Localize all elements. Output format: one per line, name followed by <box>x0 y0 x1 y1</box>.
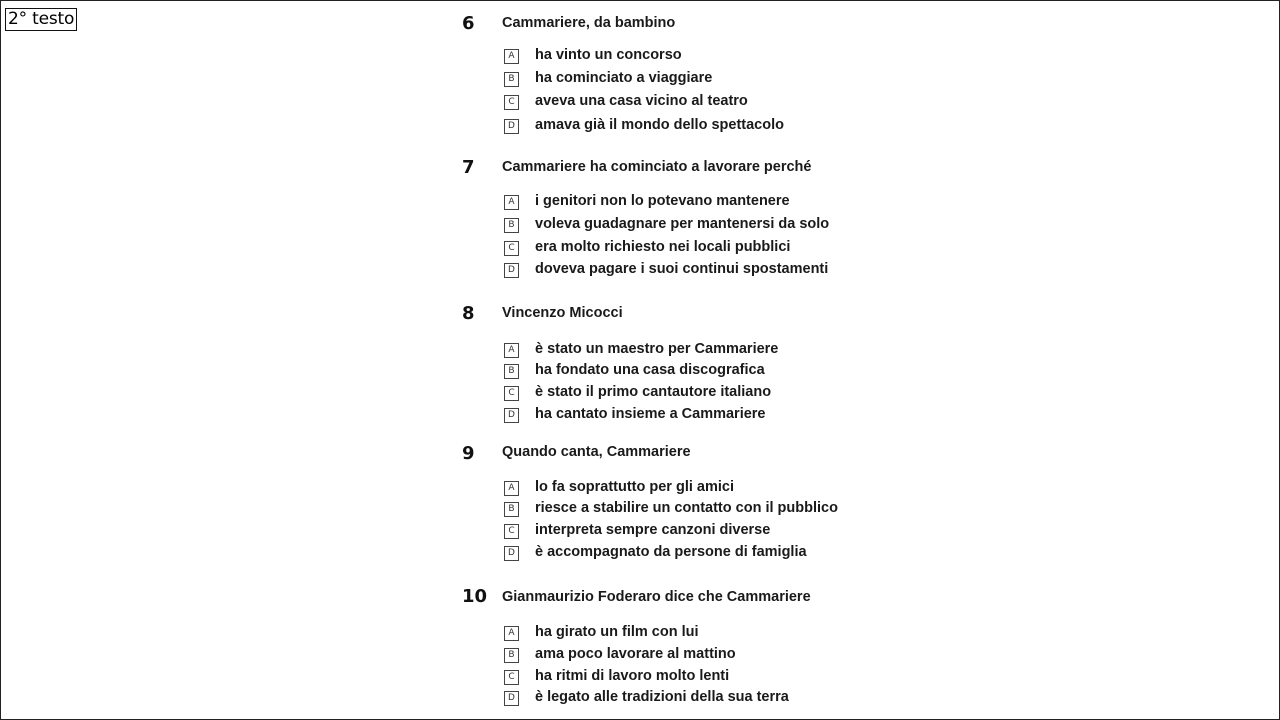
option-text: amava già il mondo dello spettacolo <box>535 117 784 133</box>
option-box[interactable]: D <box>504 408 519 423</box>
option-box[interactable]: D <box>504 691 519 706</box>
question-stem: Cammariere ha cominciato a lavorare perché <box>502 159 812 175</box>
option-text: è stato il primo cantautore italiano <box>535 384 772 400</box>
option-box[interactable]: A <box>504 343 519 358</box>
option-box[interactable]: B <box>504 502 519 517</box>
option-box[interactable]: C <box>504 241 519 256</box>
question-stem: Quando canta, Cammariere <box>502 444 691 460</box>
option-text: è accompagnato da persone di famiglia <box>535 544 807 560</box>
option-box[interactable]: B <box>504 218 519 233</box>
question-number: 6 <box>462 13 475 34</box>
option-box[interactable]: C <box>504 386 519 401</box>
option-text: era molto richiesto nei locali pubblici <box>535 239 791 255</box>
option-text: è stato un maestro per Cammariere <box>535 341 779 357</box>
option-text: i genitori non lo potevano mantenere <box>535 193 790 209</box>
option-box[interactable]: C <box>504 524 519 539</box>
option-box[interactable]: D <box>504 119 519 134</box>
option-box[interactable]: B <box>504 364 519 379</box>
option-box[interactable]: B <box>504 648 519 663</box>
question-number: 10 <box>462 586 488 607</box>
option-box[interactable]: C <box>504 670 519 685</box>
option-text: doveva pagare i suoi continui spostamenti <box>535 261 829 277</box>
option-text: aveva una casa vicino al teatro <box>535 93 748 109</box>
option-text: ha fondato una casa discografica <box>535 362 765 378</box>
option-text: voleva guadagnare per mantenersi da solo <box>535 216 830 232</box>
option-box[interactable]: D <box>504 263 519 278</box>
option-text: ha vinto un concorso <box>535 47 682 63</box>
question-stem: Cammariere, da bambino <box>502 15 676 31</box>
option-box[interactable]: A <box>504 626 519 641</box>
option-text: è legato alle tradizioni della sua terra <box>535 689 789 705</box>
question-stem: Gianmaurizio Foderaro dice che Cammariere <box>502 589 811 605</box>
option-text: interpreta sempre canzoni diverse <box>535 522 771 538</box>
question-number: 8 <box>462 303 475 324</box>
option-text: ha cominciato a viaggiare <box>535 70 713 86</box>
question-number: 9 <box>462 443 475 464</box>
question-stem: Vincenzo Micocci <box>502 305 623 321</box>
question-number: 7 <box>462 157 475 178</box>
option-text: ha cantato insieme a Cammariere <box>535 406 766 422</box>
option-text: riesce a stabilire un contatto con il pubblico <box>535 500 838 516</box>
section-label: 2° testo <box>5 8 77 31</box>
option-box[interactable]: A <box>504 49 519 64</box>
option-text: ama poco lavorare al mattino <box>535 646 736 662</box>
option-text: lo fa soprattutto per gli amici <box>535 479 734 495</box>
option-box[interactable]: A <box>504 481 519 496</box>
option-box[interactable]: B <box>504 72 519 87</box>
option-box[interactable]: A <box>504 195 519 210</box>
option-box[interactable]: D <box>504 546 519 561</box>
option-box[interactable]: C <box>504 95 519 110</box>
option-text: ha ritmi di lavoro molto lenti <box>535 668 730 684</box>
option-text: ha girato un film con lui <box>535 624 699 640</box>
